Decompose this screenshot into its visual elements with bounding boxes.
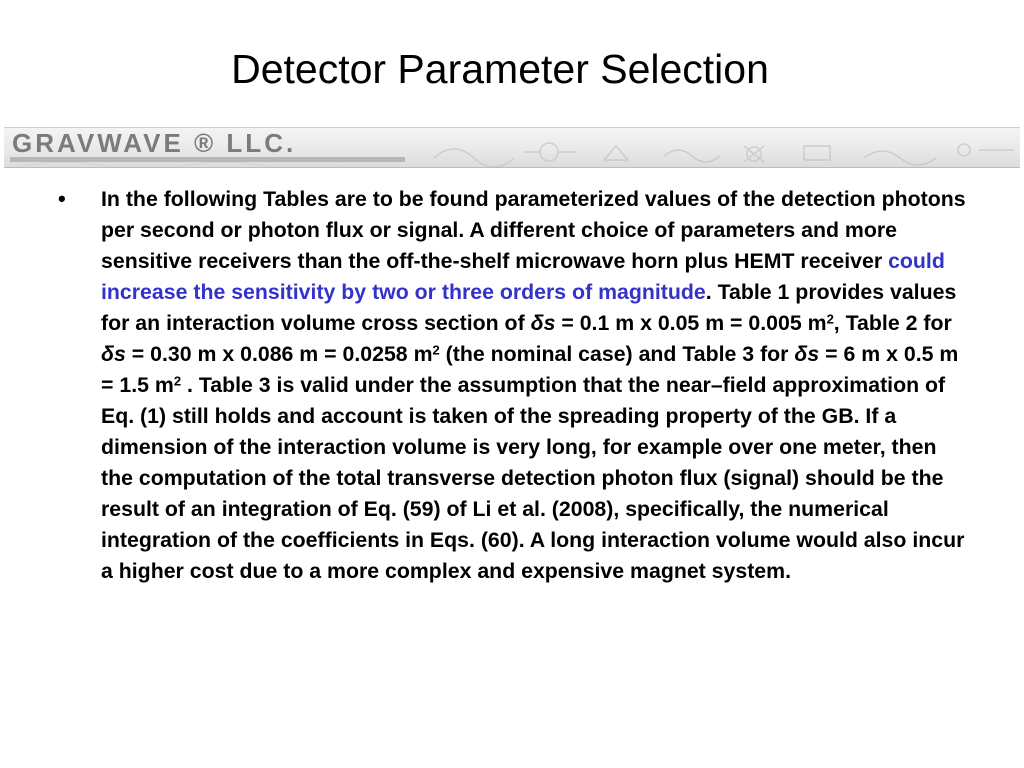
paragraph-text: (the nominal case) and Table 3 for — [439, 342, 795, 366]
company-banner — [4, 127, 1020, 168]
paragraph-text: In the following Tables are to be found parameterized values of the detection photons per second or photon flux or signal. A different choice of parameters and more sensitive receivers than the off-the-shelf microwave horn plus HEMT receiver — [101, 187, 966, 273]
bullet-paragraph — [101, 184, 971, 587]
superscript: 2 — [173, 373, 182, 389]
delta-s-symbol: δs — [794, 342, 820, 366]
slide-title: Detector Parameter Selection — [231, 46, 769, 92]
company-logo: GRAVWAVE ® LLC. — [12, 128, 297, 158]
highlighted-phrase: could increase the sensitivity by two or three orders of magnitude — [101, 249, 945, 304]
paragraph-text: , Table 2 for — [833, 311, 952, 335]
paragraph-text: . Table 3 is valid under the assumption that the near–field approximation of Eq. (1) still holds and account is taken of the spreading property of the GB. If a dimension of the interaction volume is very long, for example over one meter, then the computation of the total transverse detection photon flux (signal) should be the result of an integration of Eq. (59) of Li et al. (2008), specifically, the numerical integration of the coefficients in Eqs. (60). A long interaction volume would also incur a higher cost due to a more complex and expensive magnet system. — [101, 373, 965, 583]
paragraph-text: = 0.30 m x 0.086 m = 0.0258 m — [125, 342, 433, 366]
superscript: 2 — [826, 311, 834, 327]
superscript: 2 — [432, 342, 440, 358]
paragraph-text: = 0.1 m x 0.05 m = 0.005 m — [555, 311, 827, 335]
delta-s-symbol: δs — [530, 311, 556, 335]
paragraph-text: = 6 m x 0.5 m = 1.5 m — [101, 342, 959, 397]
paragraph-text: . Table 1 provides values for an interaction volume cross section of — [101, 280, 957, 335]
bullet-marker: • — [58, 186, 66, 211]
delta-s-symbol: δs — [101, 342, 126, 366]
